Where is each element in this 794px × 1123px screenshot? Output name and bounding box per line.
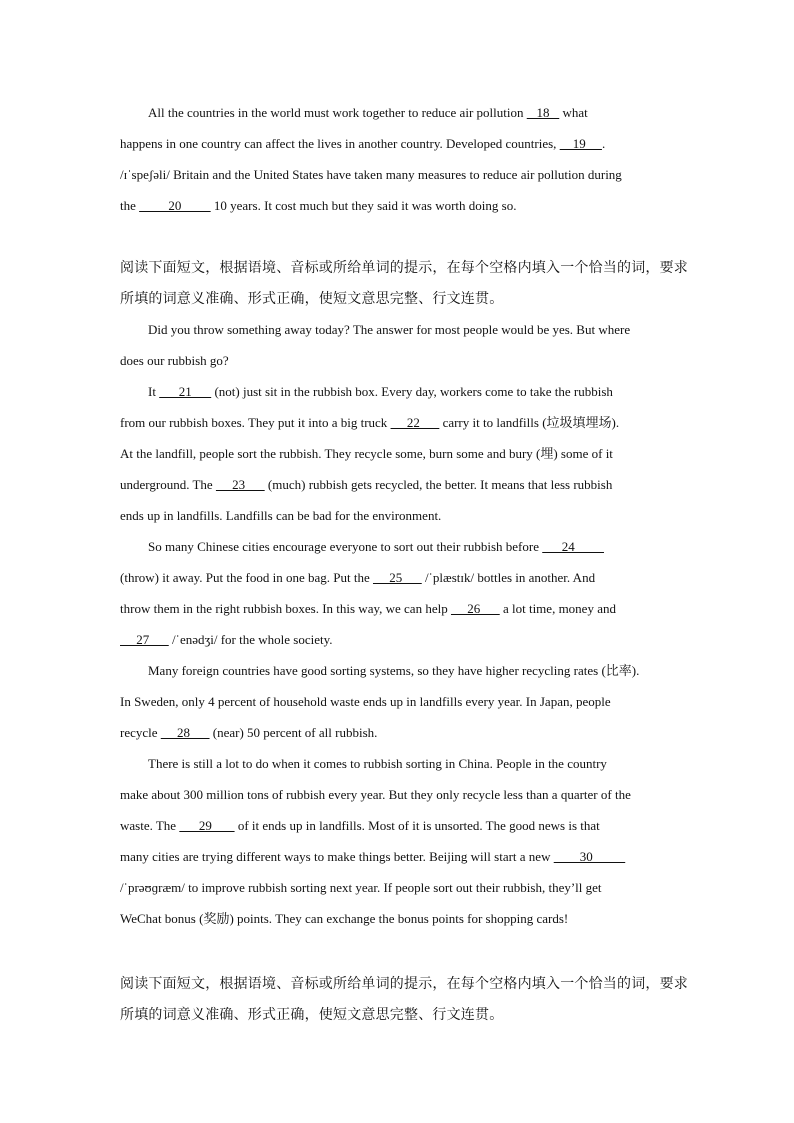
text-run: (not) just sit in the rubbish box. Every day, workers come to take the rubbish	[211, 384, 613, 399]
text-run: of it ends up in landfills. Most of it is unsorted. The good news is that	[234, 818, 600, 833]
answer-blank[interactable]: 26	[450, 601, 500, 616]
instruction-2	[120, 969, 688, 1031]
answer-blank[interactable]: 30	[553, 849, 626, 864]
answer-blank[interactable]: 23	[215, 477, 265, 492]
text-line	[120, 407, 680, 438]
text-line	[120, 841, 680, 872]
text-run: does our rubbish go?	[120, 353, 229, 368]
text-run: what	[559, 105, 588, 120]
text-run: WeChat bonus (奖励) points. They can exchange the bonus points for shopping cards!	[120, 911, 569, 926]
text-line	[120, 779, 680, 810]
text-line	[120, 345, 680, 376]
answer-blank[interactable]: 29	[179, 818, 235, 833]
text-run: /ˈprəʊɡræm/ to improve rubbish sorting next year. If people sort out their rubbish, they’ll get	[120, 880, 602, 895]
text-line	[120, 469, 680, 500]
text-line	[120, 159, 680, 190]
text-run: make about 300 million tons of rubbish every year. But they only recycle less than a quarter of the	[120, 787, 631, 802]
text-line	[120, 655, 680, 686]
text-line	[120, 190, 680, 221]
text-line	[120, 686, 680, 717]
passage-air-pollution	[120, 97, 680, 221]
text-line: 所填的词意义准确、形式正确，使短文意思完整、行文连贯。	[120, 1008, 504, 1023]
text-run: There is still a lot to do when it comes to rubbish sorting in China. People in the country	[148, 756, 607, 771]
text-line	[120, 314, 680, 345]
instruction-1	[120, 253, 688, 315]
answer-blank[interactable]: 22	[390, 415, 440, 430]
text-run: a lot time, money and	[499, 601, 616, 616]
text-line: 阅读下面短文，根据语境、音标或所给单词的提示，在每个空格内填入一个恰当的词，要求	[120, 977, 688, 992]
text-run: many cities are trying different ways to make things better. Beijing will start a new	[120, 849, 554, 864]
answer-blank[interactable]: 28	[160, 725, 210, 740]
answer-blank[interactable]: 25	[372, 570, 422, 585]
text-line	[120, 717, 680, 748]
text-run: Many foreign countries have good sorting systems, so they have higher recycling rates (比率).	[148, 663, 640, 678]
answer-blank[interactable]: 21	[159, 384, 212, 399]
text-line	[120, 593, 680, 624]
text-line: 所填的词意义准确、形式正确，使短文意思完整、行文连贯。	[120, 292, 504, 307]
text-line	[120, 810, 680, 841]
text-run: 10 years. It cost much but they said it was worth doing so.	[210, 198, 517, 213]
text-run: throw them in the right rubbish boxes. In this way, we can help	[120, 601, 451, 616]
text-line	[120, 531, 680, 562]
text-run: .	[601, 136, 606, 151]
answer-blank[interactable]: 19	[559, 136, 602, 151]
text-run: (much) rubbish gets recycled, the better. It means that less rubbish	[264, 477, 613, 492]
text-run: At the landfill, people sort the rubbish. They recycle some, burn some and bury (埋) some of it	[120, 446, 613, 461]
text-line	[120, 97, 680, 128]
answer-blank[interactable]: 18	[526, 105, 560, 120]
text-run: It	[148, 384, 160, 399]
text-run: from our rubbish boxes. They put it into a big truck	[120, 415, 391, 430]
text-run: (throw) it away. Put the food in one bag. Put the	[120, 570, 373, 585]
text-run: happens in one country can affect the lives in another country. Developed countries,	[120, 136, 560, 151]
text-run: So many Chinese cities encourage everyone to sort out their rubbish before	[148, 539, 543, 554]
text-run: recycle	[120, 725, 161, 740]
text-run: Did you throw something away today? The answer for most people would be yes. But where	[148, 322, 631, 337]
text-line	[120, 748, 680, 779]
text-line	[120, 562, 680, 593]
text-line	[120, 500, 680, 531]
text-line	[120, 903, 680, 934]
text-run: (near) 50 percent of all rubbish.	[209, 725, 378, 740]
text-run: carry it to landfills (垃圾填埋场).	[439, 415, 620, 430]
text-line: 阅读下面短文，根据语境、音标或所给单词的提示，在每个空格内填入一个恰当的词，要求	[120, 261, 688, 276]
text-line	[120, 128, 680, 159]
text-run: /ˈenədʒi/ for the whole society.	[168, 632, 333, 647]
text-run: waste. The	[120, 818, 180, 833]
text-run: All the countries in the world must work together to reduce air pollution	[148, 105, 527, 120]
text-run: /ɪˈspeʃəli/ Britain and the United States have taken many measures to reduce air pollution during	[120, 167, 622, 182]
answer-blank[interactable]: 27	[120, 632, 169, 647]
text-run: the	[120, 198, 140, 213]
text-line	[120, 872, 680, 903]
text-run: /ˈplæstɪk/ bottles in another. And	[421, 570, 596, 585]
answer-blank[interactable]: 20	[139, 198, 211, 213]
passage-rubbish-sorting	[120, 314, 680, 934]
text-run: In Sweden, only 4 percent of household waste ends up in landfills every year. In Japan, people	[120, 694, 611, 709]
text-line	[120, 624, 680, 655]
text-run: ends up in landfills. Landfills can be bad for the environment.	[120, 508, 442, 523]
text-line	[120, 376, 680, 407]
text-line	[120, 438, 680, 469]
text-run: underground. The	[120, 477, 216, 492]
answer-blank[interactable]: 24	[542, 539, 604, 554]
